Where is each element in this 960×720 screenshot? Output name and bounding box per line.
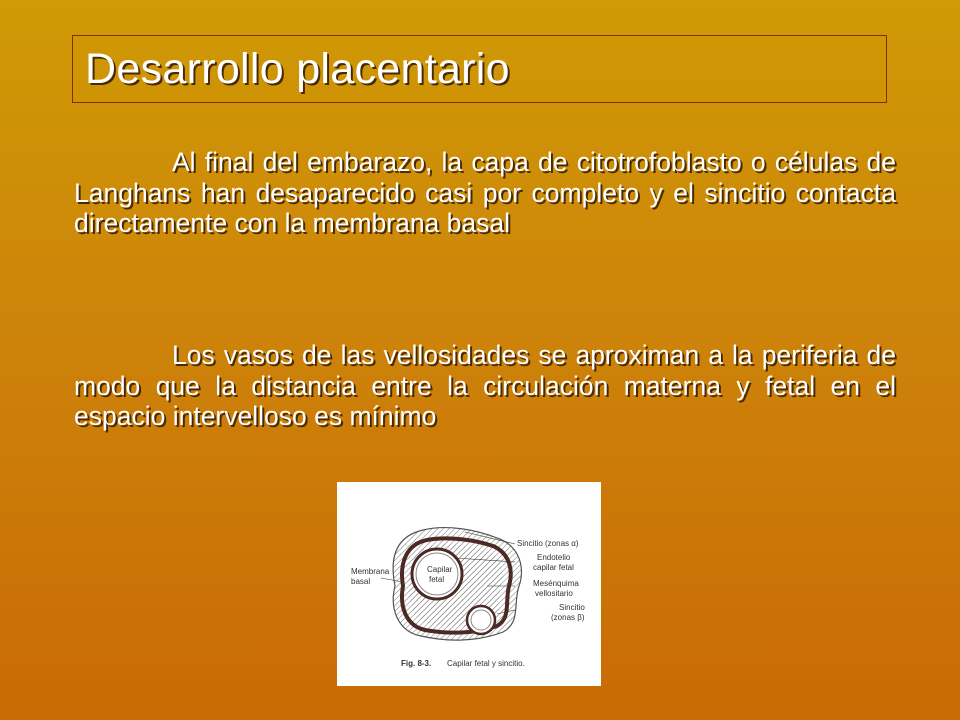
figure-caption-number: Fig. 8-3. xyxy=(401,659,432,668)
label-capilar-1: Capilar xyxy=(427,565,453,574)
villus-figure xyxy=(337,482,601,686)
fetal-capillary xyxy=(412,549,462,599)
paragraph-2: Los vasos de las vellosidades se aproximan a la periferia de modo que la distancia entre la circulación materna y fetal en el espacio intervelloso es mínimo xyxy=(74,340,896,431)
label-membrana-2: basal xyxy=(351,577,371,586)
label-sincitio-alpha: Sincitio (zonas α) xyxy=(517,539,579,548)
villus-diagram xyxy=(337,482,601,686)
label-sincitio-beta-1: Sincitio xyxy=(559,603,585,612)
label-sincitio-beta-2: (zonas β) xyxy=(551,613,585,622)
title-box xyxy=(72,35,887,103)
slide-title: Desarrollo placentario xyxy=(85,45,510,93)
label-endotelio-1: Endotelio xyxy=(537,553,571,562)
label-membrana-1: Membrana xyxy=(351,567,390,576)
label-mesenquima-2: vellositario xyxy=(535,589,573,598)
paragraph-1: Al final del embarazo, la capa de citotrofoblasto o células de Langhans han desaparecido casi por completo y el sincitio contacta directamente con la membrana basal xyxy=(74,147,896,238)
label-capilar-2: fetal xyxy=(429,575,445,584)
figure-caption-text: Capilar fetal y sincitio. xyxy=(447,659,525,668)
label-endotelio-2: capilar fetal xyxy=(533,563,574,572)
label-mesenquima-1: Mesénquima xyxy=(533,579,579,588)
